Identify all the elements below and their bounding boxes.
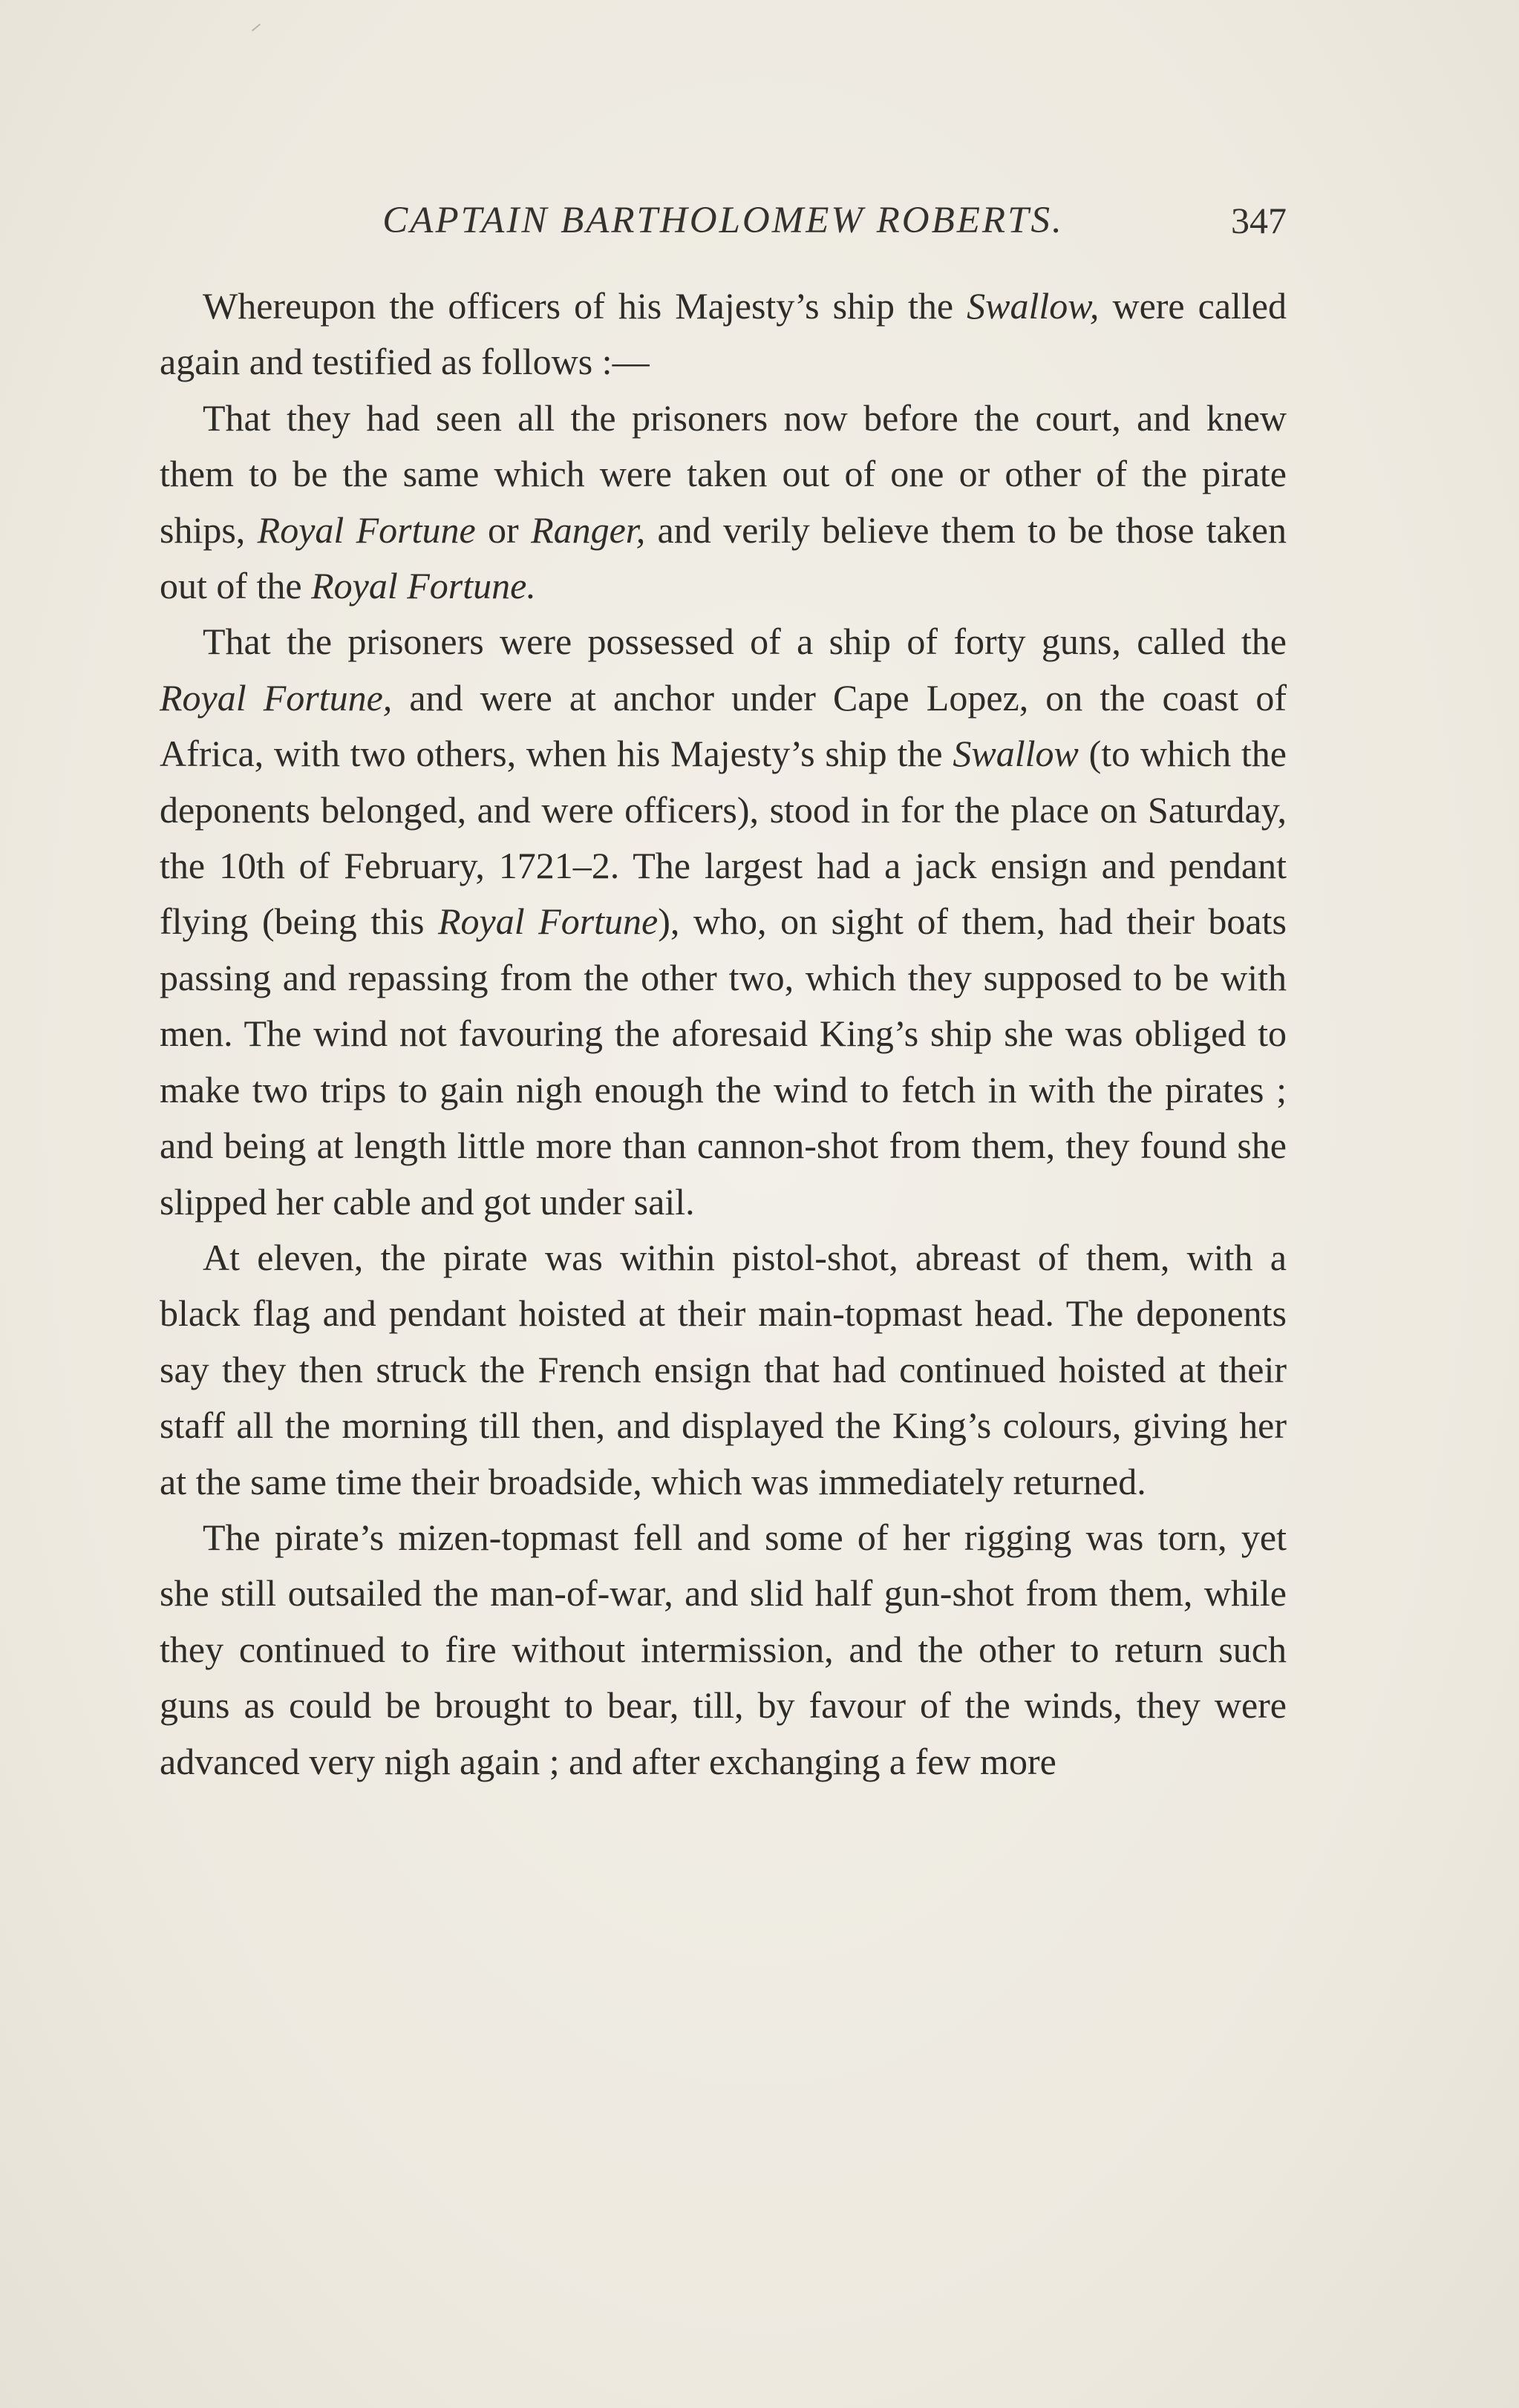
text-span: That they had seen all the prisoners now before the court, and knew them to be the same which were taken out of one or other of the pirate ships, <box>160 396 1287 551</box>
text-span: Whereupon the officers of his Majesty’s ship the <box>203 285 967 327</box>
italic-ship-name: Royal Fortune, <box>160 676 393 719</box>
italic-ship-name: Royal Fortune <box>438 900 659 943</box>
text-span: or <box>475 508 532 551</box>
text-span: The pirate’s mizen-topmast fell and some of her rigging was torn, yet she still outsailed the man-of-war, and slid half gun-shot from them, while they continued to fire without intermission, and the other to return such guns as could be brought to bear, till, by favour of the winds, they were advanced very nigh again ; and after exchanging a few more <box>160 1516 1287 1782</box>
text-span: That the prisoners were possessed of a ship of forty guns, called the <box>203 621 1287 663</box>
italic-ship-name: Ranger, <box>531 508 646 551</box>
text-span: and were at anchor under Cape Lopez, on the coast of Africa, with two others, when his Majesty’s ship the <box>160 676 1287 775</box>
italic-ship-name: Royal Fortune. <box>311 565 536 607</box>
text-span: At eleven, the pirate was within pistol-shot, abreast of them, with a black flag and pendant hoisted at their main-topmast head. The deponents say they then struck the French ensign that had continued hoisted at their staff all the morning till then, and displayed the King’s colours, giving her at the same time their broadside, which was immediately returned. <box>160 1236 1287 1502</box>
text-span: ), who, on sight of them, had their boats passing and repassing from the other two, which they supposed to be with men. The wind not favouring the aforesaid King’s ship she was obliged to make two trips to gain nigh enough the wind to fetch in with the pirates ; and being at length little more than cannon-shot from them, they found she slipped her cable and got under sail. <box>160 900 1287 1223</box>
italic-ship-name: Swallow, <box>967 285 1100 327</box>
text-span: were called again and testified as follows :— <box>160 285 1287 383</box>
pencil-mark <box>252 24 261 32</box>
running-title: CAPTAIN BARTHOLOMEW ROBERTS. <box>382 200 1064 241</box>
page-header <box>160 199 1287 251</box>
page-number: 347 <box>1231 200 1287 241</box>
paragraph <box>160 390 1287 615</box>
paragraph <box>160 614 1287 1229</box>
paragraph <box>160 1230 1287 1510</box>
text-span: (to which the deponents belonged, and were officers), stood in for the place on Saturday, the 10th of February, 1721–2. The largest had a jack ensign and pendant flying (being this <box>160 733 1287 943</box>
body-text <box>160 278 1287 1790</box>
italic-ship-name: Swallow <box>953 733 1079 775</box>
italic-ship-name: Royal Fortune <box>257 508 476 551</box>
paragraph <box>160 278 1287 390</box>
paragraph <box>160 1510 1287 1790</box>
text-span: and verily believe them to be those taken out of the <box>160 508 1287 607</box>
